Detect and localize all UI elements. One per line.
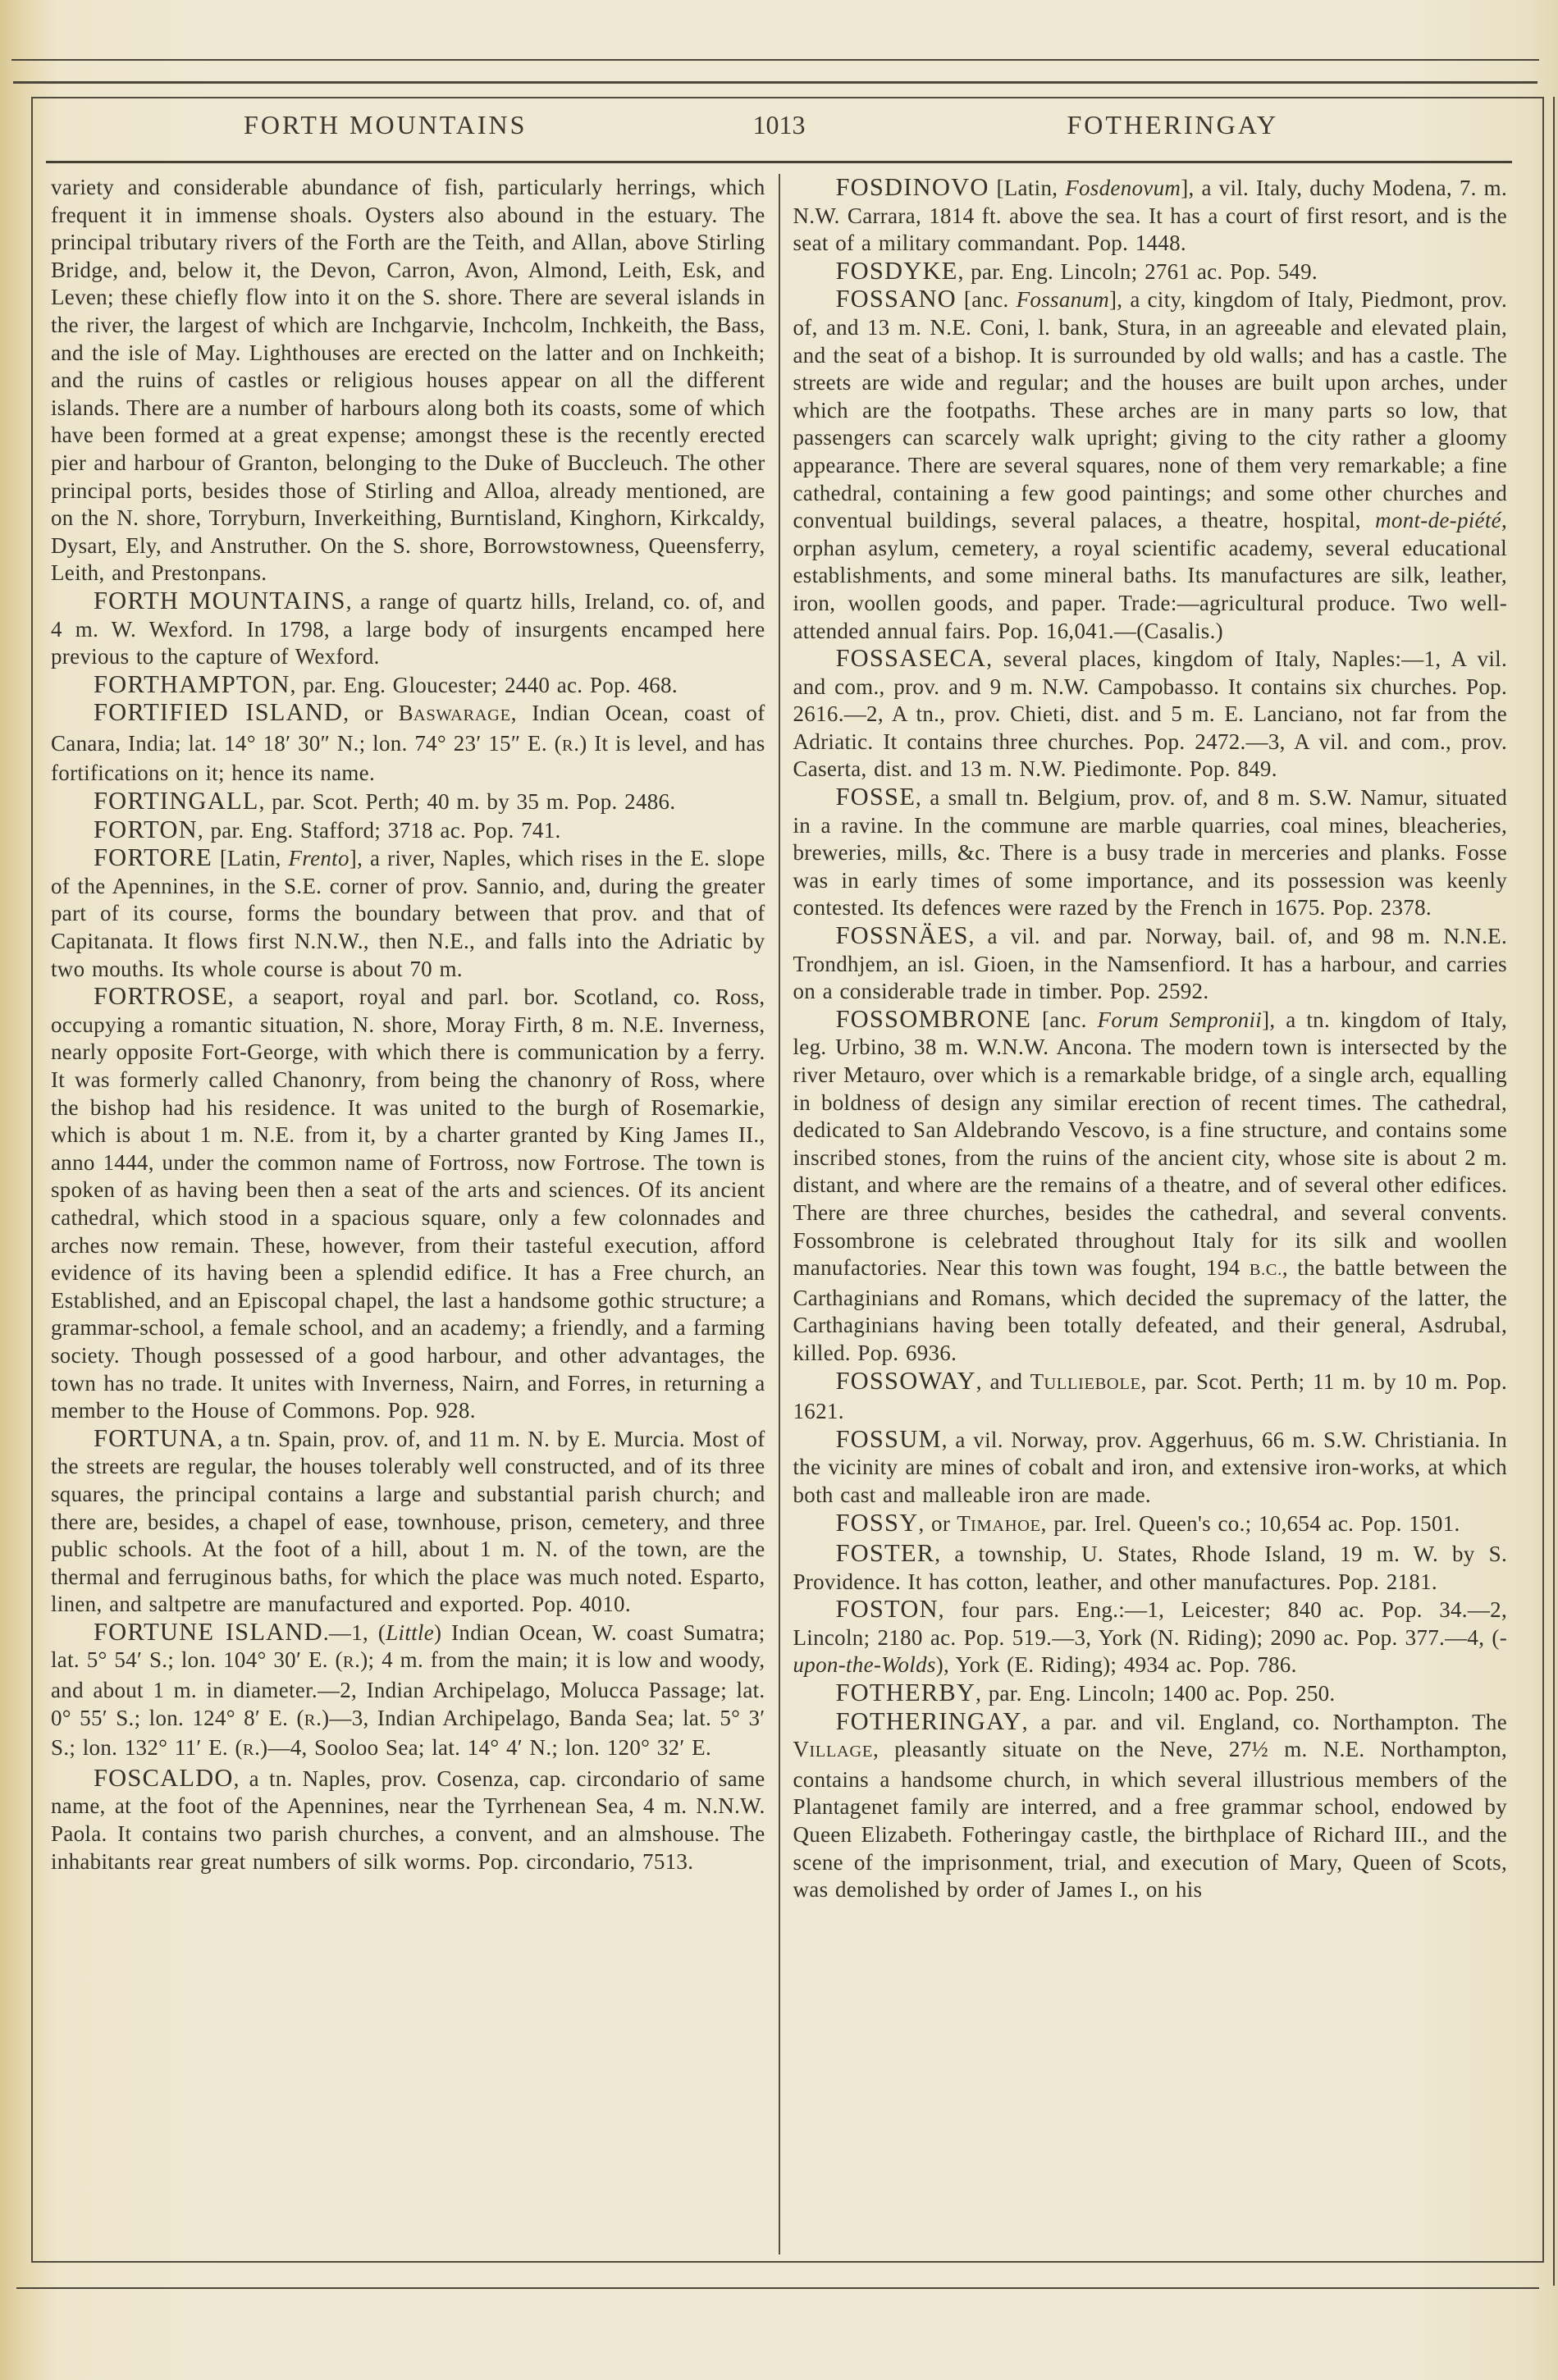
column-divider <box>779 174 780 2254</box>
entry-paragraph: FOSSY, or TIMAHOE, par. Irel. Queen's co.; 10,654 ac. Pop. 1501. <box>835 1508 1460 1537</box>
top-outer-rule <box>11 59 1539 61</box>
entry-paragraph: FOSTON, four pars. Eng.:—1, Leicester; 840 ac. Pop. 34.—2, Lincoln; 2180 ac. Pop. 519.—3, York (N. Riding); 2090 ac. Pop. 377.—4, (-upon-the-Wolds), York (E. Riding); 4934 ac. Pop. 786. <box>793 1595 1507 1678</box>
header-rule <box>46 161 1512 163</box>
entry-paragraph: FORTON, par. Eng. Stafford; 3718 ac. Pop. 741. <box>94 815 561 843</box>
entry-paragraph: FORTUNA, a tn. Spain, prov. of, and 11 m. N. by E. Murcia. Most of the streets are regular, the houses tolerably well constructed, and of its three squares, the principal contains a large and substantial parish church; and there are, besides, a chapel of ease, townhouse, prison, cemetery, and three public schools. At the foot of a hill, about 1 m. N. of the town, are the thermal and ferruginous baths, for which the place was much noted. Esparto, linen, and saltpetre are manufactured and exported. Pop. 4010. <box>51 1423 765 1617</box>
running-head <box>49 110 1509 140</box>
running-head-left: FORTH MOUNTAINS <box>244 110 528 139</box>
entry-paragraph: FOSSASECA, several places, kingdom of Italy, Naples:—1, A vil. and com., prov. and 9 m. N.W. Campobasso. It contains six churches. Pop. 2616.—2, A tn., prov. Chieti, dist. and 5 m. E. Lanciano, not far from the Adriatic. It contains three churches. Pop. 2472.—3, A vil. and com., prov. Caserta, dist. and 13 m. N.W. Piedimonte. Pop. 849. <box>793 644 1507 782</box>
entry-paragraph: FOTHERINGAY, a par. and vil. England, co. Northampton. The VILLAGE, pleasantly situate on the Neve, 27½ m. N.E. Northampton, contains a handsome church, in which several illustrious members of the Plantagenet family are interred, and a free grammar school, endowed by Queen Elizabeth. Fotheringay castle, the birthplace of Richard III., and the scene of the imprisonment, trial, and execution of Mary, Queen of Scots, was demolished by order of James I., on his <box>793 1706 1507 1903</box>
entry-paragraph: FOSSOMBRONE [anc. Forum Sempronii], a tn. kingdom of Italy, leg. Urbino, 38 m. W.N.W. Ancona. The modern town is intersected by the river Metauro, over which is a remarkable bridge, of a single arch, equalling in boldness of design any similar erection of recent times. The cathedral, dedicated to San Aldebrando Vescovo, is a fine structure, and contains some inscribed stones, from the ruins of the ancient city, whose site is about 2 m. distant, and where are the remains of a theatre, and of several other edifices. There are three churches, besides the cathedral, and several convents. Fossombrone is celebrated throughout Italy for its silk and woollen manufactories. Near this town was fought, 194 B.C., the battle between the Carthaginians and Romans, which decided the supremacy of the latter, the Carthaginians having been totally defeated, and their general, Asdrubal, killed. Pop. 6936. <box>793 1004 1507 1365</box>
entry-paragraph: FORTORE [Latin, Frento], a river, Naples, which rises in the E. slope of the Apennines, in the S.E. corner of prov. Sannio, and, during the greater part of its course, forms the boundary between that prov. and that of Capitanata. It flows first N.N.W., then N.E., and falls into the Adriatic by two mouths. Its whole course is about 70 m. <box>51 843 765 981</box>
entry-paragraph: FORTINGALL, par. Scot. Perth; 40 m. by 35 m. Pop. 2486. <box>94 787 676 815</box>
entry-paragraph: FOSCALDO, a tn. Naples, prov. Cosenza, cap. circondario of same name, at the foot of the Apennines, near the Tyrrhenean Sea, 4 m. N.N.W. Paola. It contains two parish churches, a convent, and an almshouse. The inhabitants rear great numbers of silk worms. Pop. circondario, 7513. <box>51 1763 765 1874</box>
text-columns <box>51 174 1507 2254</box>
entry-paragraph: FORTROSE, a seaport, royal and parl. bor. Scotland, co. Ross, occupying a romantic situation, N. shore, Moray Firth, 8 m. N.E. Inverness, nearly opposite Fort-George, with which there is communication by a ferry. It was formerly called Chanonry, from being the chanonry of Ross, where the bishop had his residence. It was united to the burgh of Rosemarkie, which is about 1 m. N.E. from it, by a charter granted by King James II., anno 1444, under the common name of Fortross, now Fortrose. The town is spoken of as having been then a seat of the arts and sciences. Of its ancient cathedral, which stood in a spacious square, only a few colonnades and arches now remain. These, however, from their tasteful execution, afford evidence of its having been a splendid edifice. It has a Free church, an Established, and an Episcopal chapel, the last a handsome gothic structure; a grammar-school, a female school, and an academy; a friendly, and a farming society. Though possessed of a good harbour, and other advantages, the town has no trade. It unites with Inverness, Nairn, and Forres, in returning a member to the House of Commons. Pop. 928. <box>51 982 765 1423</box>
entry-paragraph: FOSTER, a township, U. States, Rhode Island, 19 m. W. by S. Providence. It has cotton, leather, and other manufactures. Pop. 2181. <box>793 1539 1507 1594</box>
top-inner-rule <box>13 81 1537 84</box>
entry-paragraph: FOSDINOVO [Latin, Fosdenovum], a vil. Italy, duchy Modena, 7. m. N.W. Carrara, 1814 ft. above the sea. It has a court of first resort, and is the seat of a military commandant. Pop. 1448. <box>793 173 1508 256</box>
entry-paragraph: FOSSUM, a vil. Norway, prov. Aggerhuus, 66 m. S.W. Christiania. In the vicinity are mines of cobalt and iron, and extensive iron-works, at which both cast and malleable iron are made. <box>793 1424 1507 1507</box>
right-outer-rule <box>1553 97 1555 2286</box>
entry-paragraph: FOSSANO [anc. Fossanum], a city, kingdom of Italy, Piedmont, prov. of, and 13 m. N.E. Coni, l. bank, Stura, in an agreeable and elevated plain, and the seat of a bishop. It is surrounded by old walls; and has a castle. The streets are wide and regular; and the houses are built upon arches, under which are the footpaths. These arches are in many parts so low, that passengers can scarcely walk upright; giving to the city rather a gloomy appearance. There are several squares, none of them very remarkable; a fine cathedral, containing a few good paintings; and some other churches and conventual buildings, several palaces, a theatre, hospital, mont-de-piété, orphan asylum, cemetery, a royal scientific academy, several educational establishments, and some mineral baths. Its manufactures are silk, leather, iron, woollen goods, and paper. Trade:—agricultural produce. Two well-attended annual fairs. Pop. 16,041.—(Casalis.) <box>793 285 1507 643</box>
page-number: 1013 <box>752 110 806 139</box>
entry-paragraph: FORTIFIED ISLAND, or BASWARAGE, Indian Ocean, coast of Canara, India; lat. 14° 18′ 30″ N.; lon. 74° 23′ 15″ E. (R.) It is level, and has fortifications on it; hence its name. <box>51 698 765 786</box>
entry-paragraph: FORTUNE ISLAND.—1, (Little) Indian Ocean, W. coast Sumatra; lat. 5° 54′ S.; lon. 104° 30′ E. (R.); 4 m. from the main; it is low and woody, and about 1 m. in diameter.—2, Indian Archipelago, Molucca Passage; lat. 0° 55′ S.; lon. 124° 8′ E. (R.)—3, Indian Archipelago, Banda Sea; lat. 5° 3′ S.; lon. 132° 11′ E. (R.)—4, Sooloo Sea; lat. 14° 4′ N.; lon. 120° 32′ E. <box>51 1617 765 1761</box>
right-column <box>793 174 1508 2254</box>
entry-paragraph: FORTH MOUNTAINS, a range of quartz hills, Ireland, co. of, and 4 m. W. Wexford. In 1798, a large body of insurgents encamped here previous to the capture of Wexford. <box>51 586 765 669</box>
entry-paragraph: FOTHERBY, par. Eng. Lincoln; 1400 ac. Pop. 250. <box>835 1679 1336 1707</box>
entry-paragraph: FOSSE, a small tn. Belgium, prov. of, and 8 m. S.W. Namur, situated in a ravine. In the commune are marble quarries, coal mines, bleacheries, breweries, mills, &c. There is a busy trade in merceries and planks. Fosse was in early times of some importance, and its possession was keenly contested. Its defences were razed by the French in 1675. Pop. 2378. <box>793 783 1507 920</box>
entry-paragraph: variety and considerable abundance of fish, particularly herrings, which frequent it in immense shoals. Oysters also abound in the estuary. The principal tributary rivers of the Forth are the Teith, and Allan, above Stirling Bridge, and, below it, the Devon, Carron, Avon, Almond, Leith, Esk, and Leven; these chiefly flow into it on the S. shore. There are several islands in the river, the largest of which are Inchgarvie, Inchcolm, Inchkeith, the Bass, and the isle of May. Lighthouses are erected on the latter and on Inchkeith; and the ruins of castles or religious houses appear on all the different islands. There are a number of harbours along both its coasts, some of which have been formed at a great expense; amongst these is the recently erected pier and harbour of Granton, belonging to the Duke of Buccleuch. The other principal ports, besides those of Stirling and Alloa, already mentioned, are on the N. shore, Torryburn, Inverkeithing, Burntisland, Kinghorn, Kirkcaldy, Dysart, Ely, and Anstruther. On the S. shore, Borrowstowness, Queensferry, Leith, and Prestonpans. <box>51 175 765 586</box>
running-head-right: FOTHERINGAY <box>1067 110 1279 139</box>
left-column <box>51 174 765 2254</box>
bottom-outer-rule <box>16 2287 1539 2289</box>
entry-paragraph: FOSDYKE, par. Eng. Lincoln; 2761 ac. Pop. 549. <box>835 256 1318 285</box>
entry-paragraph: FORTHAMPTON, par. Eng. Gloucester; 2440 ac. Pop. 468. <box>94 669 678 698</box>
entry-paragraph: FOSSNÄES, a vil. and par. Norway, bail. of, and 98 m. N.N.E. Trondhjem, an isl. Gioen, in the Namsenfiord. It has a harbour, and carries on a considerable trade in timber. Pop. 2592. <box>793 921 1507 1004</box>
entry-paragraph: FOSSOWAY, and TULLIEBOLE, par. Scot. Perth; 11 m. by 10 m. Pop. 1621. <box>793 1366 1507 1424</box>
